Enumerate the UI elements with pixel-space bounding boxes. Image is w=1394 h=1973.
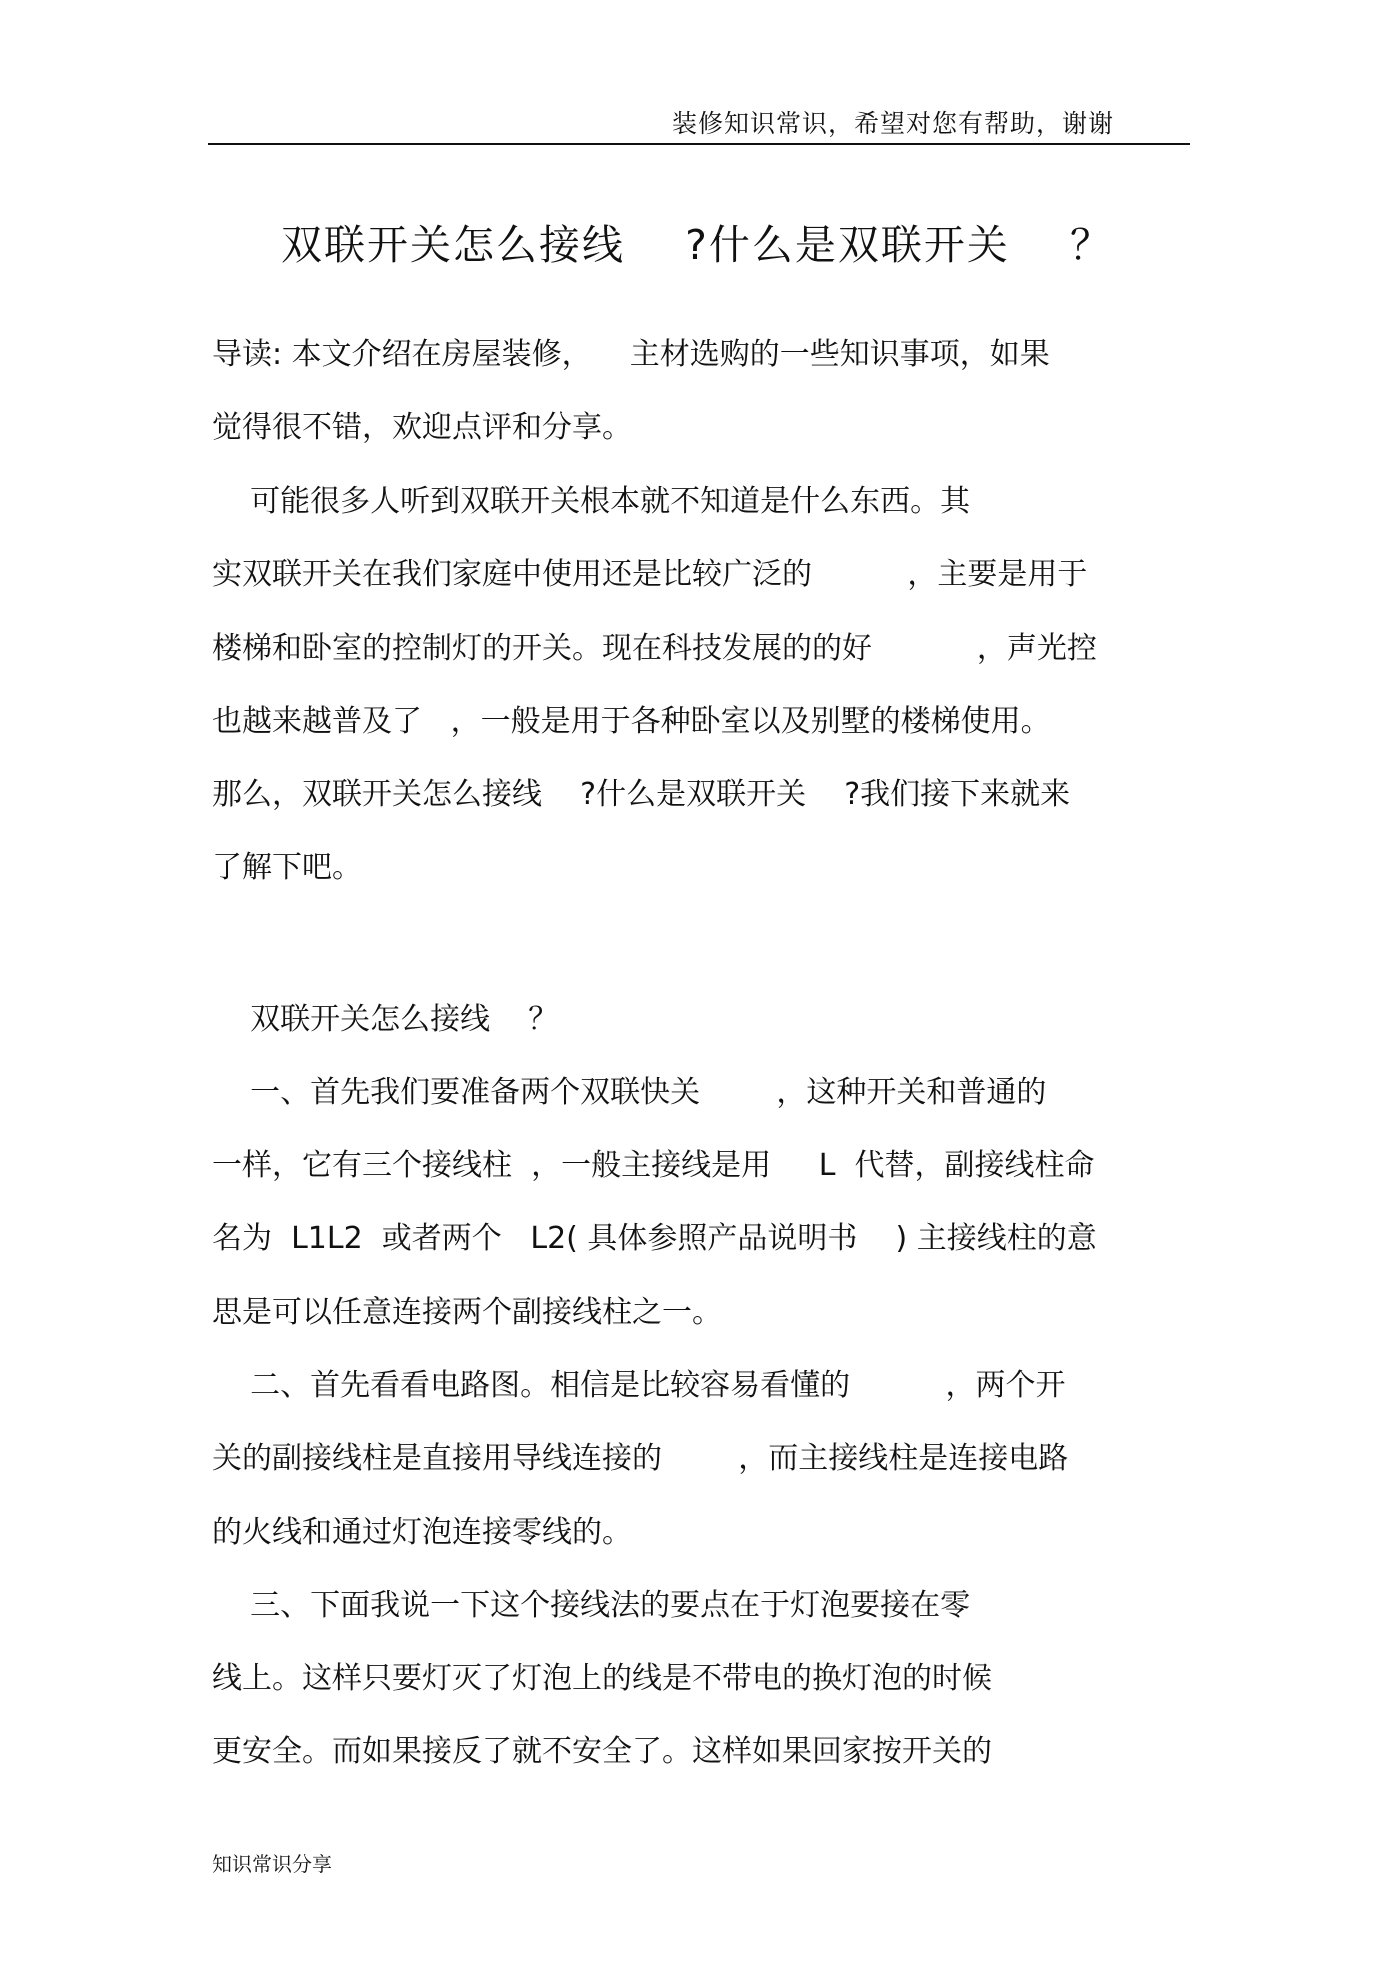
step-one-line: 名为 L1L2 或者两个 L2( 具体参照产品说明书 ) 主接线柱的意 bbox=[212, 1221, 1097, 1256]
paragraph-line: 可能很多人听到双联开关根本就不知道是什么东西。其 bbox=[212, 484, 971, 519]
step-two-line: 关的副接线柱是直接用导线连接的 ，而主接线柱是连接电路 bbox=[212, 1441, 1069, 1476]
header-divider bbox=[208, 143, 1190, 145]
running-header: 装修知识常识，希望对您有帮助，谢谢 bbox=[671, 109, 1114, 138]
paragraph-line: 那么，双联开关怎么接线 ?什么是双联开关 ?我们接下来就来 bbox=[212, 777, 1071, 812]
step-one-line: 思是可以任意连接两个副接线柱之一。 bbox=[212, 1295, 722, 1330]
step-one-line: 一样，它有三个接线柱 ，一般主接线是用 L 代替，副接线柱命 bbox=[212, 1148, 1095, 1183]
page-footer: 知识常识分享 bbox=[212, 1852, 332, 1876]
step-three-line: 线上。这样只要灯灭了灯泡上的线是不带电的换灯泡的时候 bbox=[212, 1661, 992, 1696]
intro-line: 觉得很不错，欢迎点评和分享。 bbox=[212, 410, 632, 445]
step-three-line: 更安全。而如果接反了就不安全了。这样如果回家按开关的 bbox=[212, 1734, 992, 1769]
paragraph-line: 楼梯和卧室的控制灯的开关。现在科技发展的的好 ，声光控 bbox=[212, 631, 1097, 666]
section-heading: 双联开关怎么接线 ？ bbox=[212, 1002, 559, 1037]
step-one-line: 一、首先我们要准备两个双联快关 ，这种开关和普通的 bbox=[212, 1075, 1047, 1110]
paragraph-line: 了解下吧。 bbox=[212, 850, 362, 885]
step-two-line: 二、首先看看电路图。相信是比较容易看懂的 ，两个开 bbox=[212, 1368, 1066, 1403]
page-title: 双联开关怎么接线 ?什么是双联开关 ？ bbox=[280, 221, 1114, 269]
paragraph-line: 也越来越普及了 ，一般是用于各种卧室以及别墅的楼梯使用。 bbox=[212, 704, 1051, 739]
intro-line: 导读: 本文介绍在房屋装修， 主材选购的一些知识事项，如果 bbox=[212, 337, 1050, 372]
step-three-line: 三、下面我说一下这个接线法的要点在于灯泡要接在零 bbox=[212, 1588, 971, 1623]
step-two-line: 的火线和通过灯泡连接零线的。 bbox=[212, 1515, 632, 1550]
paragraph-line: 实双联开关在我们家庭中使用还是比较广泛的 ，主要是用于 bbox=[212, 557, 1088, 592]
